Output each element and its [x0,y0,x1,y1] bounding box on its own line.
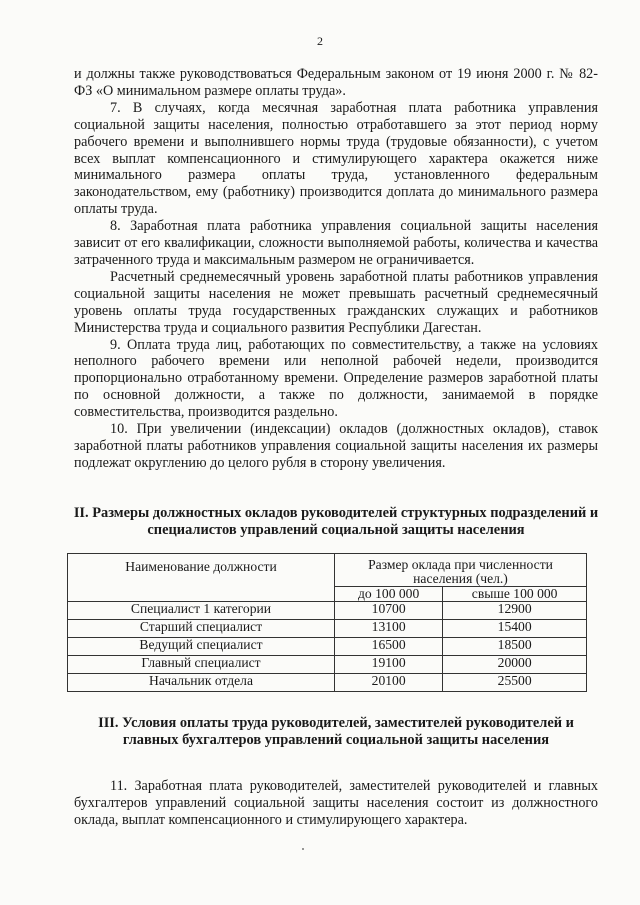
table-row [68,674,587,692]
salary-high: 20000 [443,656,587,674]
salary-low: 10700 [335,602,443,620]
page-number: 2 [317,34,323,48]
section-2-heading: II. Размеры должностных окладов руководителей структурных подразделений и специалистов управлений социальной защиты населения [73,505,599,538]
table-row [68,656,587,674]
paragraph-11: 11. Заработная плата руководителей, заместителей руководителей и главных бухгалтеров управлений социальной защиты населения состоит из должностного оклада, выплат компенсационного и стимулирующего характера. [74,778,598,828]
subheader-up-to-100000: до 100 000 [335,587,443,602]
salary-table [67,553,587,692]
table-row [68,638,587,656]
paragraph-7: 7. В случаях, когда месячная заработная плата работника управления социальной защиты населения, полностью отработавшего за этот период норму рабочего времени и выполнившего нормы труда (трудовые обязанности), с учетом всех выплат компенсационного и стимулирующего характера окажется ниже минимального размера оплаты труда, установленного федеральным законодательством, ему (работнику) производится доплата до минимального размера оплаты труда. [74,99,598,218]
salary-high: 25500 [443,674,587,692]
salary-low: 13100 [335,620,443,638]
scan-speck [302,848,304,850]
salary-high: 12900 [443,602,587,620]
table-row [68,620,587,638]
salary-low: 19100 [335,656,443,674]
paragraph-8: 8. Заработная плата работника управления социальной защиты населения зависит от его квалификации, сложности выполняемой работы, количества и качества затраченного труда и максимальным размером не ограничивается. [74,218,598,268]
header-salary-size: Размер оклада при численности населения (чел.) [335,554,587,587]
paragraph-8-continued: Расчетный среднемесячный уровень заработной платы работников управления социальной защиты населения не может превышать расчетный среднемесячный уровень оплаты труда государственных гражданских служащих и работников Министерства труда и социального развития Республики Дагестан. [74,268,598,336]
position-name: Начальник отдела [68,674,335,692]
salary-high: 18500 [443,638,587,656]
position-name: Специалист 1 категории [68,602,335,620]
salary-high: 15400 [443,620,587,638]
paragraph-9: 9. Оплата труда лиц, работающих по совместительству, а также на условиях неполного рабочего времени или неполной рабочей недели, производится пропорционально отработанному времени. Определение размеров заработной платы по основной должности, а также по должности, занимаемой в порядке совместительства, производится раздельно. [74,336,598,421]
body-text-bottom [74,778,598,829]
header-position-name: Наименование должности [68,554,335,602]
table-row [68,602,587,620]
section-3-heading: III. Условия оплаты труда руководителей, заместителей руководителей и главных бухгалтеров управлений социальной защиты населения [98,715,574,748]
subheader-over-100000: свыше 100 000 [443,587,587,602]
salary-low: 16500 [335,638,443,656]
table-header-row [68,554,587,587]
salary-low: 20100 [335,674,443,692]
position-name: Ведущий специалист [68,638,335,656]
paragraph-continuation: и должны также руководствоваться Федеральным законом от 19 июня 2000 г. № 82-ФЗ «О минимальном размере оплаты труда». [74,66,598,99]
body-text-top [74,66,598,472]
paragraph-10: 10. При увеличении (индексации) окладов (должностных окладов), ставок заработной платы работников управления социальной защиты населения их размеры подлежат округлению до целого рубля в сторону увеличения. [74,421,598,471]
position-name: Главный специалист [68,656,335,674]
position-name: Старший специалист [68,620,335,638]
